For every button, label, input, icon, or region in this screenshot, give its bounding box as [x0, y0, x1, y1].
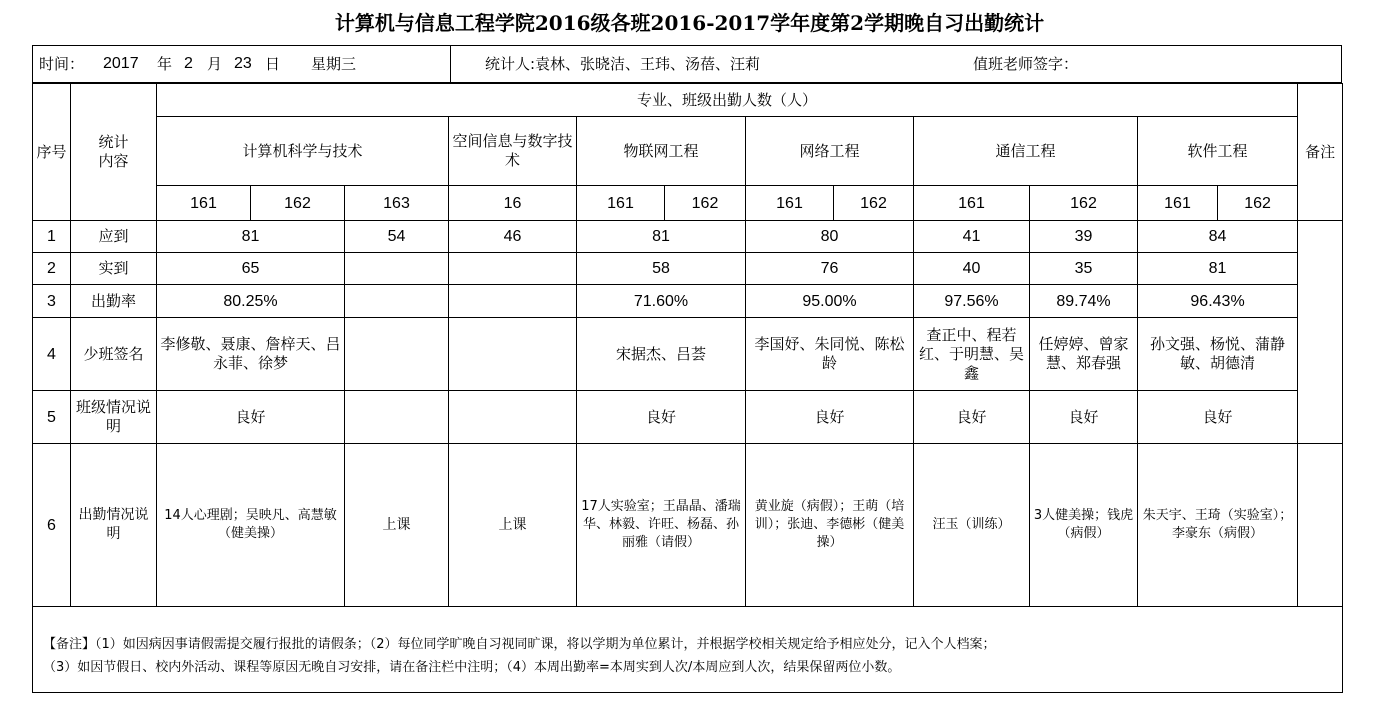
- row-label: 实到: [71, 253, 157, 285]
- notes-cell: 3人健美操；钱虎（病假）: [1030, 444, 1138, 607]
- remark-header: 备注: [1298, 84, 1343, 221]
- value-cell: [449, 253, 577, 285]
- content-header: 统计内容: [71, 84, 157, 221]
- row-label: 少班签名: [71, 318, 157, 391]
- note-line-1: 【备注】（1）如因病因事请假需提交履行报批的请假条；（2）每位同学旷晚自习视同旷课，将以学期为单位累计，并根据学校相关规定给予相应处分，记入个人档案；: [43, 636, 996, 652]
- row-actual: [33, 253, 1343, 285]
- row-seq: 6: [33, 444, 71, 607]
- names-cell: 孙文强、杨悦、蒲静敏、胡德清: [1138, 318, 1298, 391]
- info-bar: [32, 45, 1342, 83]
- class-cell: 16: [449, 186, 577, 221]
- note-line-2: （3）如因节假日、校内外活动、课程等原因无晚自习安排，请在备注栏中注明；（4）本周出勤率=本周实到人次/本周应到人次，结果保留两位小数。: [43, 659, 901, 675]
- status-cell: 良好: [746, 391, 914, 444]
- status-cell: 良好: [1030, 391, 1138, 444]
- value-cell: 40: [914, 253, 1030, 285]
- value-cell: 80.25%: [157, 285, 345, 318]
- notes-cell: 14人心理剧；吴映凡、高慧敏（健美操）: [157, 444, 345, 607]
- value-cell: 54: [345, 221, 449, 253]
- value-cell: 71.60%: [577, 285, 746, 318]
- month-value: 2: [184, 55, 193, 72]
- remark-cell: [1298, 221, 1343, 444]
- header-row-majors: [33, 117, 1343, 186]
- value-cell: [449, 285, 577, 318]
- status-cell: 良好: [577, 391, 746, 444]
- value-cell: 39: [1030, 221, 1138, 253]
- value-cell: 46: [449, 221, 577, 253]
- major-iot: 物联网工程: [577, 117, 746, 186]
- row-label: 出勤率: [71, 285, 157, 318]
- names-cell: 宋据杰、吕荟: [577, 318, 746, 391]
- page-title: 计算机与信息工程学院2016级各班2016-2017学年度第2学期晚自习出勤统计: [334, 11, 1045, 35]
- class-cell: 161: [1138, 186, 1218, 221]
- row-seq: 3: [33, 285, 71, 318]
- class-cell: 162: [665, 186, 746, 221]
- class-cell: 161: [746, 186, 834, 221]
- notes-cell: 上课: [449, 444, 577, 607]
- major-comm: 通信工程: [914, 117, 1138, 186]
- value-cell: 89.74%: [1030, 285, 1138, 318]
- value-cell: 65: [157, 253, 345, 285]
- class-cell: 162: [1030, 186, 1138, 221]
- row-attendance-notes: [33, 444, 1343, 607]
- info-divider: [450, 46, 451, 82]
- value-cell: 58: [577, 253, 746, 285]
- value-cell: 81: [1138, 253, 1298, 285]
- status-cell: 良好: [914, 391, 1030, 444]
- value-cell: 41: [914, 221, 1030, 253]
- teacher-sign-label: 值班老师签字：: [973, 55, 1079, 73]
- value-cell: 35: [1030, 253, 1138, 285]
- row-label: 应到: [71, 221, 157, 253]
- header-row-1: [33, 84, 1343, 117]
- notes-cell: 朱天宇、王琦（实验室）；李豪东（病假）: [1138, 444, 1298, 607]
- stat-people: 统计人:袁林、张晓洁、王玮、汤蓓、汪莉: [485, 55, 761, 73]
- major-network: 网络工程: [746, 117, 914, 186]
- class-cell: 162: [251, 186, 345, 221]
- remark-cell: [1298, 444, 1343, 607]
- attendance-table: [32, 83, 1343, 693]
- notes-cell: 汪玉（训练）: [914, 444, 1030, 607]
- major-software: 软件工程: [1138, 117, 1298, 186]
- class-cell: 161: [914, 186, 1030, 221]
- names-cell: 查正中、程若红、于明慧、吴鑫: [914, 318, 1030, 391]
- group-title: 专业、班级出勤人数（人）: [157, 84, 1298, 117]
- class-cell: 163: [345, 186, 449, 221]
- class-cell: 162: [834, 186, 914, 221]
- value-cell: 96.43%: [1138, 285, 1298, 318]
- notes-cell: 17人实验室；王晶晶、潘瑞华、林毅、许旺、杨磊、孙丽雅（请假）: [577, 444, 746, 607]
- status-cell: [345, 391, 449, 444]
- time-label: 时间：: [39, 55, 85, 73]
- row-label: 出勤情况说明: [71, 444, 157, 607]
- value-cell: [345, 285, 449, 318]
- footer-notes-row: [33, 607, 1343, 693]
- row-absent-names: [33, 318, 1343, 391]
- major-spatial: 空间信息与数字技术: [449, 117, 577, 186]
- names-cell: 李国妤、朱同悦、陈松龄: [746, 318, 914, 391]
- major-cs: 计算机科学与技术: [157, 117, 449, 186]
- month-unit: 月: [207, 55, 223, 73]
- value-cell: 80: [746, 221, 914, 253]
- class-cell: 162: [1218, 186, 1298, 221]
- value-cell: [345, 253, 449, 285]
- day-value: 23: [234, 55, 252, 72]
- row-seq: 1: [33, 221, 71, 253]
- names-cell: [345, 318, 449, 391]
- names-cell: 李修敬、聂康、詹梓天、吕永菲、徐梦: [157, 318, 345, 391]
- status-cell: [449, 391, 577, 444]
- status-cell: 良好: [157, 391, 345, 444]
- row-seq: 2: [33, 253, 71, 285]
- footer-notes: [33, 607, 1343, 693]
- row-seq: 4: [33, 318, 71, 391]
- class-cell: 161: [577, 186, 665, 221]
- value-cell: 97.56%: [914, 285, 1030, 318]
- row-expected: [33, 221, 1343, 253]
- value-cell: 81: [157, 221, 345, 253]
- notes-cell: 黄业旋（病假）；王萌（培训）；张迪、李德彬（健美操）: [746, 444, 914, 607]
- value-cell: 81: [577, 221, 746, 253]
- row-rate: [33, 285, 1343, 318]
- header-row-classes: [33, 186, 1343, 221]
- weekday: 星期三: [311, 55, 357, 73]
- seq-header: 序号: [33, 84, 71, 221]
- year-value: 2017: [103, 55, 139, 72]
- row-class-status: [33, 391, 1343, 444]
- value-cell: 95.00%: [746, 285, 914, 318]
- value-cell: 84: [1138, 221, 1298, 253]
- class-cell: 161: [157, 186, 251, 221]
- day-unit: 日: [265, 55, 281, 73]
- names-cell: 任婷婷、曾家慧、郑春强: [1030, 318, 1138, 391]
- notes-cell: 上课: [345, 444, 449, 607]
- row-seq: 5: [33, 391, 71, 444]
- row-label: 班级情况说明: [71, 391, 157, 444]
- year-unit: 年: [157, 55, 173, 73]
- value-cell: 76: [746, 253, 914, 285]
- names-cell: [449, 318, 577, 391]
- status-cell: 良好: [1138, 391, 1298, 444]
